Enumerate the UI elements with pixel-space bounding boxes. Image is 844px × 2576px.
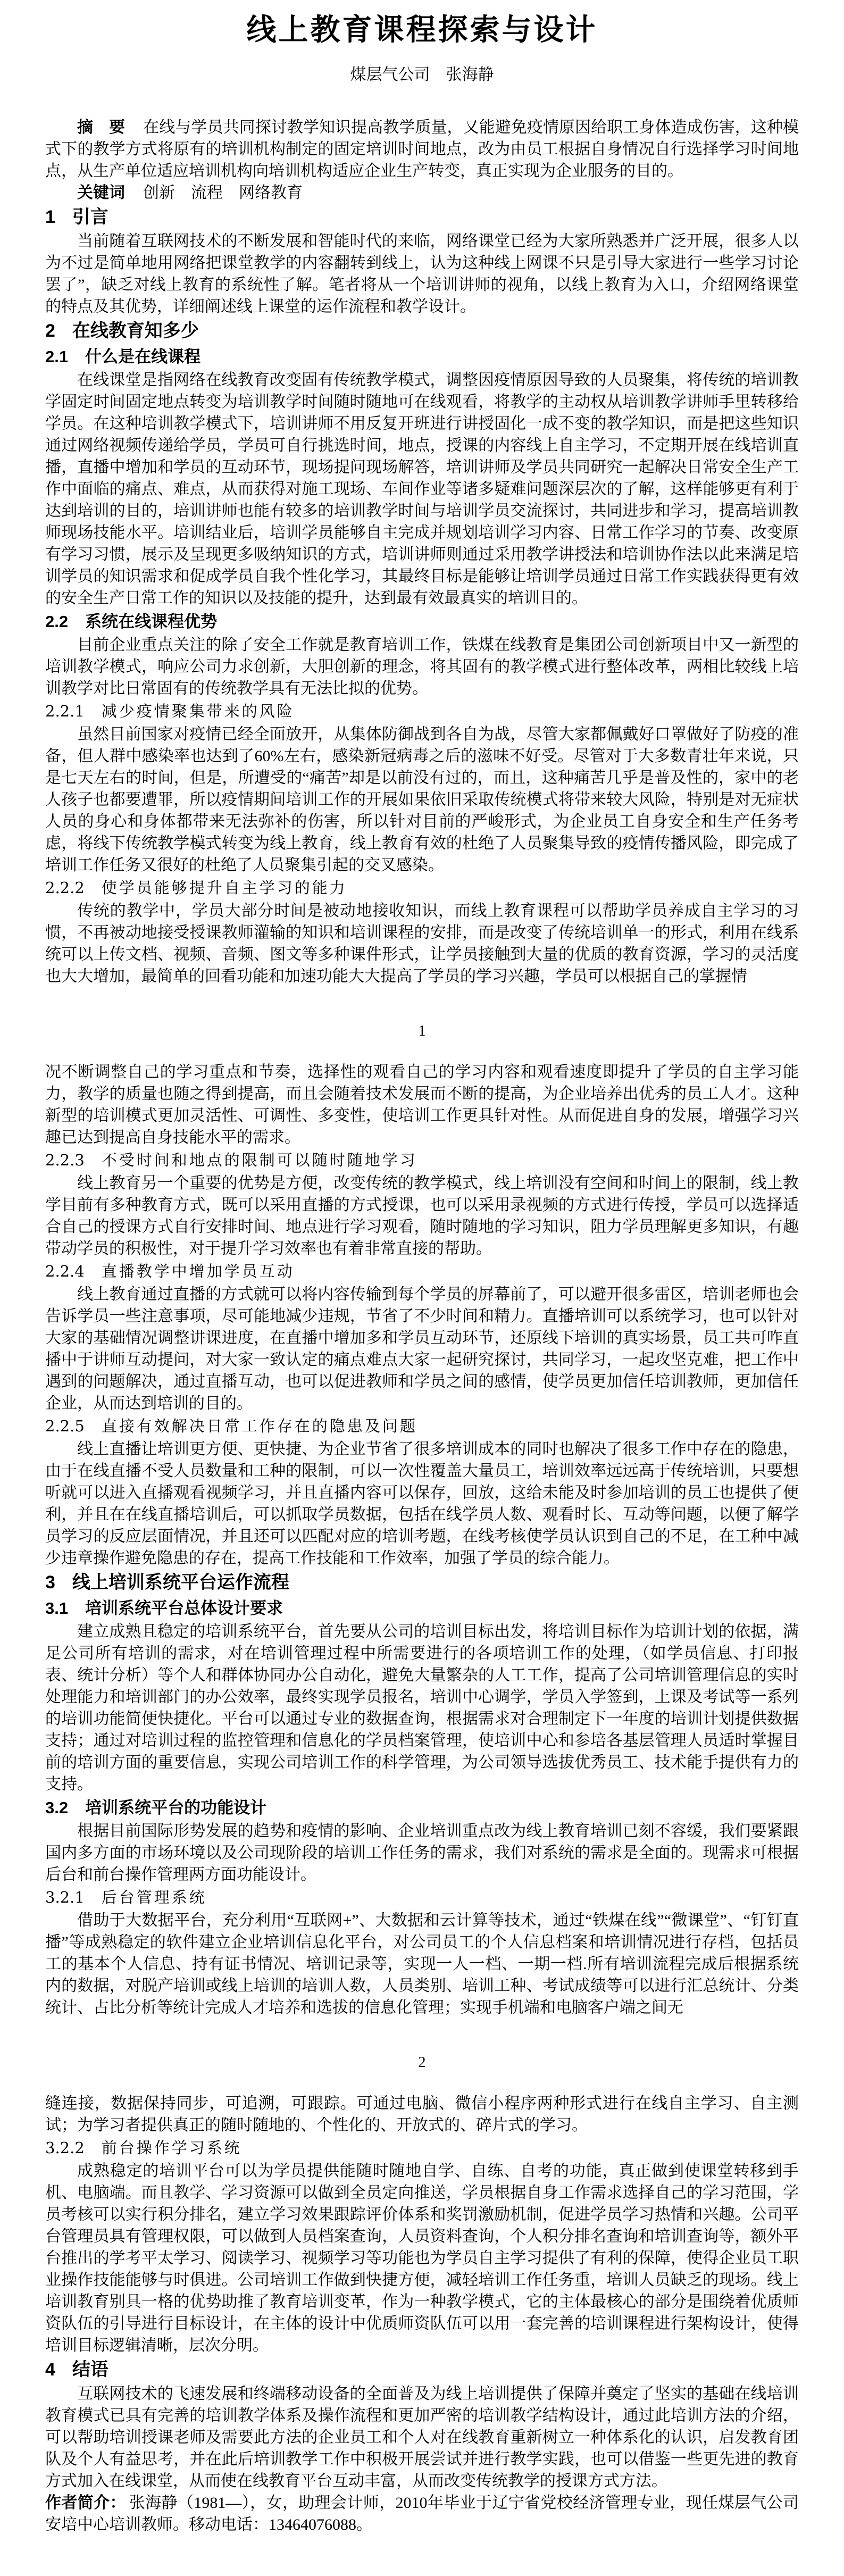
section-heading-2-2-4: 2.2.4 直播教学中增加学员互动 [45,1262,295,1280]
section-heading-2-2-2: 2.2.2 使学员能够提升自主学习的能力 [45,879,347,897]
document-title: 线上教育课程探索与设计 [246,13,598,46]
paragraph: 当前随着互联网技术的不断发展和智能时代的来临，网络课堂已经为大家所熟悉并广泛开展，很多人以为不过是简单地用网络把课堂教学的内容翻转到线上，认为这种线上网课不只是引导大家进行一些学习讨论罢了”，缺乏对线上教育的系统性了解。笔者将从一个培训讲师的视角，以线上教育为入口，介绍网络课堂的特点及其优势，详细阐述线上课堂的运作流程和教学设计。 [45,232,799,315]
paragraph: 虽然目前国家对疫情已经全面放开，从集体防御战到各自为战，尽管大家都佩戴好口罩做好了防疫的准备，但人群中感染率也达到了60%左右，感染新冠病毒之后的滋味不好受。尽管对于大多数青壮年来说，只是七天左右的时间，但是，所遭受的“痛苦”却是以前没有过的，而且，这种痛苦几乎是普及性的，家中的老人孩子也都要遭罪，所以疫情期间培训工作的开展如果依旧采取传统模式将带来较大风险，特别是对无症状人员的身心和身体都带来无法弥补的伤害，所以针对目前的严峻形式，为企业员工自身安全和生产任务考虑，将线下传统教学模式转变为线上教育，线上教育有效的杜绝了人员聚集导致的疫情传播风险，即完成了培训工作任务又很好的杜绝了人员聚集引起的交叉感染。 [45,726,799,874]
section-heading-2-2: 2.2 系统在线课程优势 [45,612,218,631]
keywords-label: 关键词 [77,184,125,202]
paragraph-continued: 缝连接，数据保持同步，可追溯，可跟踪。可通过电脑、微信小程序两种形式进行在线自主学习、自主测试；为学习者提供真正的随时随地的、个性化的、开放式的、碎片式的学习。 [45,2095,799,2134]
abstract-label: 摘 要 [77,119,126,136]
paragraph: 互联网技术的飞速发展和终端移动设备的全面普及为线上培训提供了保障并奠定了坚实的基础在线培训教育模式已具有完善的培训教学体系及操作流程和更加严密的培训教学结构设计，通过此培训方法的介绍，可以帮助培训授课老师及需要此方法的企业员工和个人对在线教育重新树立一种体系化的认识，启发教育团队及个人有益思考，并在此后培训教学工作中积极开展尝试并进行教学实践，也可以借鉴一些更先进的教育方式加入在线课堂，从而使在线教育平台互动丰富，从而改变传统教学的授课方式方法。 [45,2385,799,2490]
section-heading-2: 2 在线教育知多少 [45,321,199,341]
section-heading-3-1: 3.1 培训系统平台总体设计要求 [45,1599,283,1618]
keywords-text: 创新 流程 网络教育 [143,184,303,202]
paragraph: 线上教育通过直播的方式就可以将内容传输到每个学员的屏幕前了，可以避开很多雷区，培训老师也会告诉学员一些注意事项，尽可能地减少违规，节省了不少时间和精力。直播培训可以系统学习，也可以针对大家的基础情况调整讲课进度，在直播中增加多和学员互动环节，还原线下培训的真实场景，员工共可咋直播中于讲师互动提问，对大家一致认定的痛点难点大家一起研究探讨，共同学习，一起攻坚克难，把工作中遇到的问题解决，通过直播互动，也可以促进教师和学员之间的感情，使学员更加信任培训教师，更加信任企业，从而达到培训的目的。 [45,1286,799,1412]
abstract-text: 在线与学员共同探讨教学知识提高教学质量，又能避免疫情原因给职工身体造成伤害，这种模式下的教学方式将原有的培训机构制定的固定培训时间地点，改为由员工根据自身情况自行选择学习时间地点，从生产单位适应培训机构向培训机构适应企业生产转变，真正实现为企业服务的目的。 [45,119,799,180]
paragraph-continued: 况不断调整自己的学习重点和节奏，选择性的观看自己的学习内容和观看速度即提升了学员的自主学习能力，教学的质量也随之得到提高，而且会随着技术发展而不断的提高，为企业培养出优秀的员工人才。这种新型的培训模式更加灵活性、可调性、多变性，使培训工作更具针对性。从而促进自身的发展，增强学习兴趣已达到提高自身技能水平的需求。 [45,1063,799,1146]
section-heading-2-2-5: 2.2.5 直接有效解决日常工作存在的隐患及问题 [45,1417,417,1435]
author-bio-text: 张海静（1981—），女，助理会计师，2010年毕业于辽宁省党校经济管理专业，现任煤层气公司安培中心培训教师。移动电话：13464076088。 [45,2494,799,2533]
section-heading-3-2-1: 3.2.1 后台管理系统 [45,1888,207,1906]
paragraph: 建立成熟且稳定的培训系统平台，首先要从公司的培训目标出发，将培训目标作为培训计划的依据，满足公司所有培训的需求，对在培训管理过程中所需要进行的各项培训工作的处理，（如学员信息、打印报表、统计分析）等个人和群体协同办公自动化，避免大量繁杂的人工工作，提高了公司培训管理信息的实时处理能力和培训部门的办公效率，最终实现学员报名，培训中心调学，学员入学签到，上课及考试等一系列的培训功能简便快捷化。平台可以通过专业的数据查询，根据需求对合理制定下一年度的培训计划提供数据支持；通过对培训过程的监控管理和信息化的学员档案管理，使培训中心和参培各基层管理人员适时掌握目前的培训方面的重要信息，实现公司培训工作的科学管理，为公司领导选拔优秀员工、技术能手提供有力的支持。 [45,1623,799,1793]
section-heading-3-2: 3.2 培训系统平台的功能设计 [45,1798,267,1817]
paragraph: 借助于大数据平台，充分利用“互联网+”、大数据和云计算等技术，通过“铁煤在线”“微课堂”、“钉钉直播”等成熟稳定的软件建立企业培训信息化平台，对公司员工的个人信息档案和培训情况进行存档，包括员工的基本个人信息、持有证书情况、培训记录等，实现一人一档、一期一档.所有培训流程完成后根据系统内的数据，对脱产培训或线上培训的培训人数，人员类别、培训工种、考试成绩等可以进行汇总统计、分类统计、占比分析等统计完成人才培养和选拔的信息化管理；实现手机端和电脑客户端之间无 [45,1912,799,2016]
section-heading-2-1: 2.1 什么是在线课程 [45,347,201,366]
paragraph: 线上教育另一个重要的优势是方便，改变传统的教学模式，线上培训没有空间和时间上的限制，线上教学目前有多种教育方式，既可以采用直播的方式授课，也可以采用录视频的方式进行传授，学员可以选择适合自己的授课方式自行安排时间、地点进行学习观看，随时随地的学习知识，阻力学员理解更多知识，有趣带动学员的积极性，对于提升学习效率也有着非常直接的帮助。 [45,1174,799,1257]
section-heading-2-2-3: 2.2.3 不受时间和地点的限制可以随时随地学习 [45,1151,417,1169]
paragraph: 线上直播让培训更方便、更快捷、为企业节省了很多培训成本的同时也解决了很多工作中存在的隐患，由于在线直播不受人员数量和工种的限制，可以一次性覆盖大量员工，培训效率远远高于传统培训，只要想听就可以进入直播观看视频学习，并且直播内容可以保存，回放，这给未能及时参加培训的员工也提供了便利，并且在在线直播培训后，可以抓取学员数据，包括在线学员人数、观看时长、互动等问题，以便了解学员学习的反应层面情况，并且还可以匹配对应的培训考题，在线考核使学员认识到自己的不足，在工种中减少违章操作避免隐患的存在，提高工作技能和工作效率，加强了学员的综合能力。 [45,1440,799,1567]
page-number: 1 [418,1023,426,1039]
author-bio [45,2492,799,2536]
section-heading-4: 4 结语 [45,2360,108,2380]
paragraph: 在线课堂是指网络在线教育改变固有传统教学模式，调整因疫情原因导致的人员聚集，将传统的培训教学固定时间固定地点转变为培训教学时间随时随地可在线观看，将教学的主动权从培训教学讲师手里转移给学员。在这种培训教学模式下，培训讲师不用反复开班进行讲授固化一成不变的教学知识，而是把这些知识通过网络视频传递给学员，学员可自行挑选时间，地点，授课的内容线上自主学习，不定期开展在线培训直播，直播中增加和学员的互动环节，现场提问现场解答，培训讲师及学员共同研究一起解决日常安全生产工作中面临的痛点、难点，从而获得对施工现场、车间作业等诸多疑难问题深层次的了解，这样能够更有利于达到培训的目的，培训讲师也能有较多的培训教学时间与培训学员交流探讨，共同进步和学习，提高培训教师现场技能水平。培训结业后，培训学员能够自主完成并规划培训学习内容、日常工作学习的节奏、改变原有学习习惯，展示及呈现更多吸纳知识的方式，培训讲师则通过采用教学讲授法和培训协作法以此来满足培训学员的知识需求和促成学员自我个性化学习，其最终目标是能够让培训学员通过日常工作实践获得更有效的安全生产日常工作的知识以及技能的提升，达到最有效最真实的培训目的。 [45,371,799,607]
paragraph: 传统的教学中，学员大部分时间是被动地接收知识，而线上教育课程可以帮助学员养成自主学习的习惯，不再被动地接受授课教师灌输的知识和培训课程的安排，而是改变了传统培训单一的形式，利用在线系统可以上传文档、视频、音频、图文等多种课件形式，让学员接触到大量的优质的教育资源，学习的灵活度也大大增加，最简单的回看功能和加速功能大大提高了学员的学习兴趣，学员可以根据自己的掌握情 [45,902,799,985]
section-heading-2-2-1: 2.2.1 减少疫情聚集带来的风险 [45,702,295,720]
author-line: 煤层气公司 张海静 [350,66,494,84]
paragraph: 根据目前国际形势发展的趋势和疫情的影响、企业培训重点改为线上教育培训已刻不容缓，我们要紧跟国内多方面的市场环境以及公司现阶段的培训工作任务的需求，我们对系统的需求是全面的。现需求可根据后台和前台操作管理两方面功能设计。 [45,1822,799,1883]
author-bio-label: 作者简介： [45,2494,126,2512]
section-heading-3: 3 线上培训系统平台运作流程 [45,1572,289,1593]
page-number: 2 [418,2054,426,2071]
section-heading-1: 1 引言 [45,207,108,227]
paragraph: 目前企业重点关注的除了安全工作就是教育培训工作，铁煤在线教育是集团公司创新项目中又一新型的培训教学模式，响应公司力求创新，大胆创新的理念，将其固有的教学模式进行整体改革，两相比较线上培训教学对比日常固有的传统教学具有无法比拟的优势。 [45,636,799,697]
abstract-paragraph [45,116,799,182]
section-heading-3-2-2: 3.2.2 前台操作学习系统 [45,2139,242,2157]
paragraph: 成熟稳定的培训平台可以为学员提供能随时随地自学、自练、自考的功能，真正做到使课堂转移到手机、电脑端。而且教学、学习资源可以做到全员定向推送，学员根据自身工作需求选择自己的学习范围，学员考核可以实行积分排名，建立学习效果跟踪评价体系和奖罚激励机制，促进学员学习热情和兴趣。公司平台管理员具有管理权限，可以做到人员档案查询，人员资料查询，个人积分排名查询和培训查询等，额外平台推出的学考平太学习、阅读学习、视频学习等功能也为学员自主学习提供了有利的保障，使得企业员工职业操作技能能够与时俱进。公司培训工作做到快捷方便，减轻培训工作任务重，培训人员缺乏的现场。线上培训教育别具一格的优势助推了教育培训变革，作为一种教学模式，它的主体最核心的部分是围绕着优质师资队伍的引导进行目标设计，在主体的设计中优质师资队伍可以用一套完善的培训课程进行架构设计，使得培训目标逻辑清晰，层次分明。 [45,2162,799,2354]
keywords-line [45,182,799,204]
